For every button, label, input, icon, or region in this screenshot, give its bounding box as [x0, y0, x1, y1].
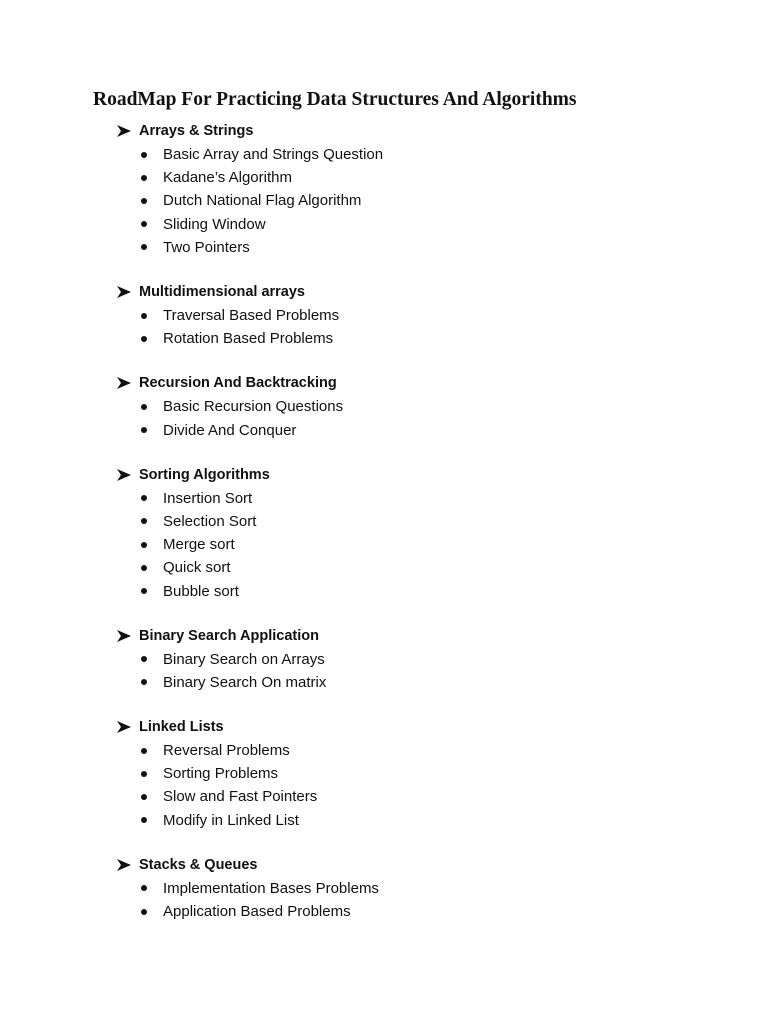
list-item-label: Reversal Problems: [163, 742, 290, 760]
section-title: Recursion And Backtracking: [139, 375, 337, 392]
list-item: [114, 419, 714, 442]
round-bullet-icon: [141, 495, 147, 501]
list-item-label: Dutch National Flag Algorithm: [163, 192, 362, 210]
list-item-label: Sorting Problems: [163, 765, 279, 783]
list-item-label: Quick sort: [163, 559, 231, 577]
list-item-label: Insertion Sort: [163, 489, 253, 507]
list-item: [114, 762, 714, 785]
list-item-label: Divide And Conquer: [163, 421, 297, 439]
round-bullet-icon: [141, 404, 147, 410]
section-item-list: [114, 877, 714, 923]
round-bullet-icon: [141, 588, 147, 594]
round-bullet-icon: [141, 313, 147, 319]
list-item-label: Application Based Problems: [163, 903, 351, 921]
section-title: Sorting Algorithms: [139, 466, 270, 483]
list-item: [114, 533, 714, 556]
list-item-label: Bubble sort: [163, 582, 239, 600]
list-item: [114, 671, 714, 694]
document-title: RoadMap For Practicing Data Structures And Algorithms: [93, 89, 577, 110]
section-item-list: [114, 739, 714, 832]
section-header: [114, 715, 714, 739]
list-item: [114, 143, 714, 166]
list-item-label: Merge sort: [163, 536, 235, 554]
section-header: [114, 280, 714, 304]
list-item: [114, 510, 714, 533]
round-bullet-icon: [141, 656, 147, 662]
arrowhead-bullet-icon: [116, 858, 132, 872]
section-item-list: [114, 648, 714, 694]
list-item-label: Binary Search on Arrays: [163, 650, 325, 668]
section-header: [114, 119, 714, 143]
list-item: [114, 785, 714, 808]
roadmap-section: [114, 119, 714, 259]
list-item: [114, 877, 714, 900]
round-bullet-icon: [141, 518, 147, 524]
list-item-label: Binary Search On matrix: [163, 673, 327, 691]
round-bullet-icon: [141, 817, 147, 823]
arrowhead-bullet-icon: [116, 468, 132, 482]
round-bullet-icon: [141, 909, 147, 915]
list-item: [114, 327, 714, 350]
list-item-label: Basic Recursion Questions: [163, 398, 344, 416]
section-item-list: [114, 304, 714, 350]
list-item: [114, 900, 714, 923]
round-bullet-icon: [141, 565, 147, 571]
roadmap-section: [114, 624, 714, 694]
section-header: [114, 853, 714, 877]
list-item: [114, 166, 714, 189]
list-item-label: Two Pointers: [163, 238, 250, 256]
roadmap-section: [114, 715, 714, 832]
arrowhead-bullet-icon: [116, 629, 132, 643]
section-header: [114, 624, 714, 648]
list-item-label: Modify in Linked List: [163, 811, 299, 829]
list-item-label: Slow and Fast Pointers: [163, 788, 318, 806]
list-item-label: Traversal Based Problems: [163, 307, 340, 325]
round-bullet-icon: [141, 221, 147, 227]
roadmap-section: [114, 280, 714, 350]
list-item-label: Sliding Window: [163, 215, 266, 233]
section-title: Binary Search Application: [139, 627, 319, 644]
roadmap-section: [114, 853, 714, 923]
round-bullet-icon: [141, 679, 147, 685]
list-item-label: Implementation Bases Problems: [163, 879, 379, 897]
list-item: [114, 487, 714, 510]
list-item: [114, 395, 714, 418]
arrowhead-bullet-icon: [116, 720, 132, 734]
list-item: [114, 739, 714, 762]
list-item: [114, 809, 714, 832]
section-header: [114, 371, 714, 395]
round-bullet-icon: [141, 244, 147, 250]
arrowhead-bullet-icon: [116, 124, 132, 138]
list-item: [114, 579, 714, 602]
round-bullet-icon: [141, 771, 147, 777]
list-item: [114, 556, 714, 579]
section-title: Arrays & Strings: [139, 123, 254, 139]
list-item: [114, 189, 714, 212]
round-bullet-icon: [141, 336, 147, 342]
arrowhead-bullet-icon: [116, 376, 132, 390]
round-bullet-icon: [141, 794, 147, 800]
section-item-list: [114, 487, 714, 603]
list-item-label: Selection Sort: [163, 512, 257, 530]
round-bullet-icon: [141, 885, 147, 891]
round-bullet-icon: [141, 152, 147, 158]
list-item: [114, 648, 714, 671]
round-bullet-icon: [141, 175, 147, 181]
list-item-label: Basic Array and Strings Question: [163, 146, 384, 164]
section-header: [114, 463, 714, 487]
roadmap-section: [114, 463, 714, 603]
list-item: [114, 236, 714, 259]
list-item-label: Kadane’s Algorithm: [163, 169, 292, 187]
roadmap-sections: [114, 119, 714, 944]
round-bullet-icon: [141, 198, 147, 204]
round-bullet-icon: [141, 748, 147, 754]
section-title: Linked Lists: [139, 719, 224, 735]
section-item-list: [114, 143, 714, 259]
list-item-label: Rotation Based Problems: [163, 330, 334, 348]
section-title: Stacks & Queues: [139, 856, 258, 873]
roadmap-section: [114, 371, 714, 441]
list-item: [114, 304, 714, 327]
list-item: [114, 213, 714, 236]
round-bullet-icon: [141, 542, 147, 548]
section-item-list: [114, 395, 714, 441]
section-title: Multidimensional arrays: [139, 283, 305, 300]
round-bullet-icon: [141, 427, 147, 433]
arrowhead-bullet-icon: [116, 285, 132, 299]
